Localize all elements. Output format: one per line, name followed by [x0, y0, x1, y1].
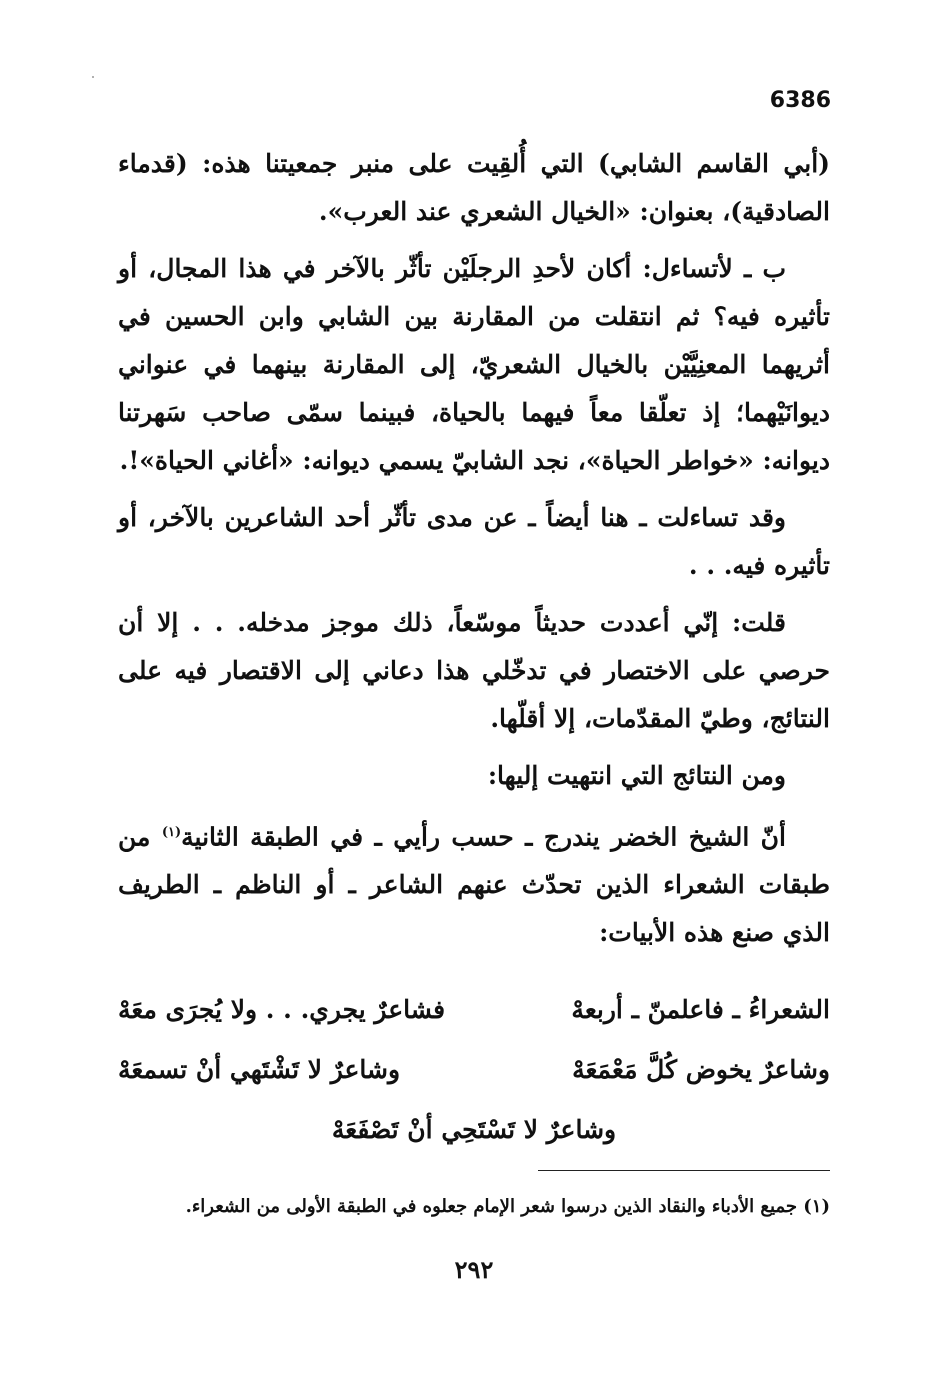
footnote-reference: (١) [161, 825, 182, 840]
paragraph: ومن النتائج التي انتهيت إليها: [487, 761, 786, 790]
verse-line [118, 980, 830, 1040]
poem-verses [118, 980, 830, 1160]
footnote-separator [538, 1170, 830, 1171]
paragraph-text: من طبقات الشعراء الذين تحدّث عنهم الشاعر ـ أو الناظم ـ الطريف الذي صنع هذه الأبيات: [118, 822, 830, 948]
footnote [118, 1192, 830, 1222]
verse-hemistich: الشعراءُ ـ فاعلمنّ ـ أربعهْ [571, 995, 830, 1024]
reference-number: 6386 [769, 88, 831, 113]
footnote-text: جميع الأدباء والنقاد الذين درسوا شعر الإمام جعلوه في الطبقة الأولى من الشعراء. [185, 1196, 797, 1217]
scan-speck [92, 76, 94, 78]
paragraph: (أبي القاسم الشابي) التي أُلقِيت على منبر جمعيتنا هذه: (قدماء الصادقية)، بعنوان: «الخيال الشعري عند العرب». [118, 149, 830, 226]
verse-line [118, 1040, 830, 1100]
footnote-marker: (١) [803, 1196, 830, 1217]
paragraph-text: أنّ الشيخ الخضر يندرج ـ حسب رأيي ـ في الطبقة الثانية [181, 822, 786, 852]
paragraph: قلت: إنّي أعددت حديثاً موسّعاً، ذلك موجز مدخله. . . إلا أن حرصي على الاختصار في تدخّلي هذا دعاني إلى الاقتصار فيه على النتائج، وطيّ المقدّمات، إلا أقلّها. [118, 608, 830, 733]
body-text [118, 140, 830, 957]
paragraph-with-footnote [118, 809, 830, 957]
page-number: ٢٩٢ [454, 1255, 494, 1284]
verse-line: وشاعرٌ لا تَسْتَحِي أنْ تَصْفَعَهْ [331, 1115, 617, 1144]
verse-hemistich: وشاعرٌ يخوض كُلَّ مَعْمَعَهْ [572, 1055, 830, 1084]
verse-hemistich: فشاعرٌ يجري. . . ولا يُجرَى معَهْ [118, 995, 446, 1024]
paragraph: وقد تساءلت ـ هنا أيضاً ـ عن مدى تأثّر أحد الشاعرين بالآخر، أو تأثيره فيه. . . [118, 503, 830, 580]
paragraph: ب ـ لأتساءل: أكان لأحدِ الرجلَيْن تأثّر بالآخر في هذا المجال، أو تأثيره فيه؟ ثم انتقلت من المقارنة بين الشابي وابن الحسين في أثريهما المعنِيَّيْن بالخيال الشعريّ، إلى المقارنة بينهما في عنواني ديوانَيْهما؛ إذ تعلّقا معاً فيهما بالحياة، فبينما سمّى صاحب سَهرتنا ديوانه: «خواطر الحياة»، نجد الشابيّ يسمي ديوانه: «أغاني الحياة»!. [118, 254, 830, 475]
verse-hemistich: وشاعرٌ لا تَشْتَهي أنْ تسمعَهْ [118, 1055, 401, 1084]
